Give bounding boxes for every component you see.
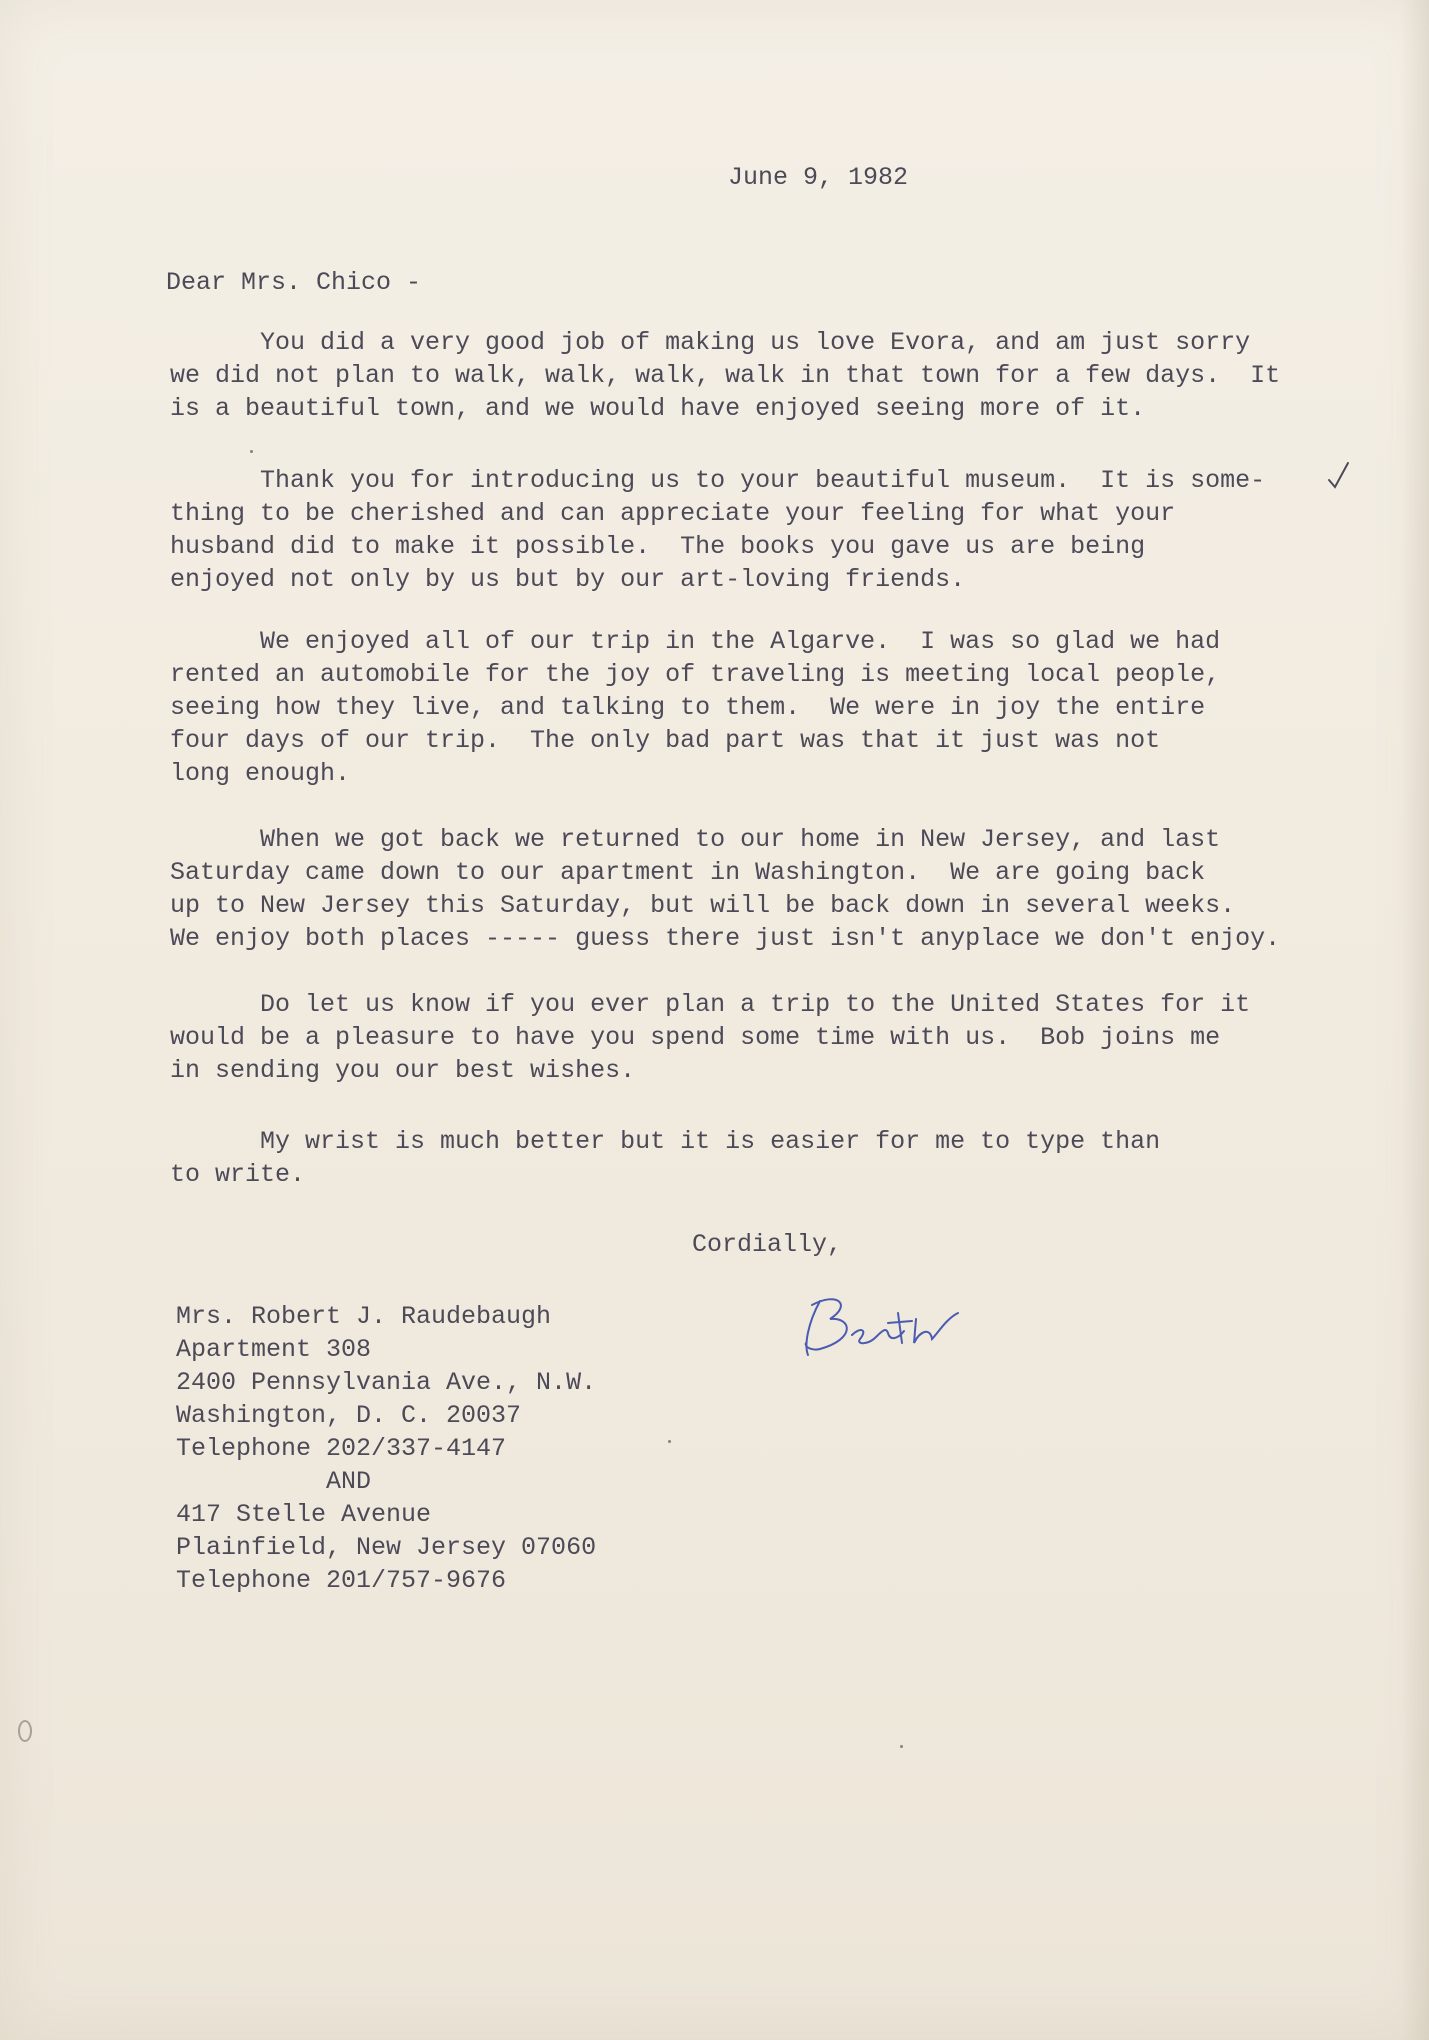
salutation: Dear Mrs. Chico - bbox=[166, 268, 422, 297]
text-line: Saturday came down to our apartment in Washington. We are going back bbox=[170, 858, 1206, 887]
and-separator: AND bbox=[326, 1467, 372, 1496]
address-line: Plainfield, New Jersey 07060 bbox=[176, 1533, 597, 1562]
handwritten-signature bbox=[790, 1283, 980, 1363]
text-line: we did not plan to walk, walk, walk, walk in that town for a few days. It bbox=[170, 361, 1281, 390]
letter-date: June 9, 1982 bbox=[728, 163, 909, 192]
telephone-line: Telephone 201/757-9676 bbox=[176, 1566, 507, 1595]
text-line: Do let us know if you ever plan a trip to the United States for it bbox=[170, 990, 1251, 1019]
text-line: in sending you our best wishes. bbox=[170, 1056, 636, 1085]
paragraph-2 bbox=[170, 464, 1410, 596]
text-line: enjoyed not only by us but by our art-loving friends. bbox=[170, 565, 966, 594]
text-line: would be a pleasure to have you spend some time with us. Bob joins me bbox=[170, 1023, 1221, 1052]
pen-check-mark bbox=[1325, 460, 1351, 490]
text-line: to write. bbox=[170, 1160, 306, 1189]
text-line: You did a very good job of making us love Evora, and am just sorry bbox=[170, 328, 1251, 357]
address-line: 417 Stelle Avenue bbox=[176, 1500, 432, 1529]
text-line: seeing how they live, and talking to them. We were in joy the entire bbox=[170, 693, 1206, 722]
paragraph-1 bbox=[170, 326, 1410, 425]
text-line: long enough. bbox=[170, 759, 351, 788]
text-line: four days of our trip. The only bad part was that it just was not bbox=[170, 726, 1161, 755]
paper-mark bbox=[18, 1720, 32, 1742]
sender-name: Mrs. Robert J. Raudebaugh bbox=[176, 1302, 552, 1331]
text-line: husband did to make it possible. The books you gave us are being bbox=[170, 532, 1146, 561]
telephone-line: Telephone 202/337-4147 bbox=[176, 1434, 507, 1463]
closing: Cordially, bbox=[692, 1230, 843, 1259]
paragraph-6 bbox=[170, 1125, 1410, 1191]
paper-speck bbox=[668, 1440, 671, 1443]
text-line: Thank you for introducing us to your beautiful museum. It is some- bbox=[170, 466, 1266, 495]
text-line: up to New Jersey this Saturday, but will be back down in several weeks. bbox=[170, 891, 1236, 920]
text-line: is a beautiful town, and we would have enjoyed seeing more of it. bbox=[170, 394, 1146, 423]
text-line: thing to be cherished and can appreciate your feeling for what your bbox=[170, 499, 1176, 528]
paper-speck bbox=[900, 1745, 903, 1748]
text-line: We enjoy both places ----- guess there just isn't anyplace we don't enjoy. bbox=[170, 924, 1281, 953]
paragraph-3 bbox=[170, 625, 1410, 790]
paragraph-5 bbox=[170, 988, 1410, 1087]
address-line: Apartment 308 bbox=[176, 1335, 372, 1364]
paper-speck bbox=[250, 450, 253, 453]
paragraph-4 bbox=[170, 823, 1410, 955]
text-line: When we got back we returned to our home in New Jersey, and last bbox=[170, 825, 1221, 854]
text-line: We enjoyed all of our trip in the Algarve. I was so glad we had bbox=[170, 627, 1221, 656]
address-line: 2400 Pennsylvania Ave., N.W. bbox=[176, 1368, 597, 1397]
address-line: Washington, D. C. 20037 bbox=[176, 1401, 522, 1430]
text-line: My wrist is much better but it is easier for me to type than bbox=[170, 1127, 1161, 1156]
text-line: rented an automobile for the joy of traveling is meeting local people, bbox=[170, 660, 1221, 689]
sender-block bbox=[176, 1300, 596, 1597]
